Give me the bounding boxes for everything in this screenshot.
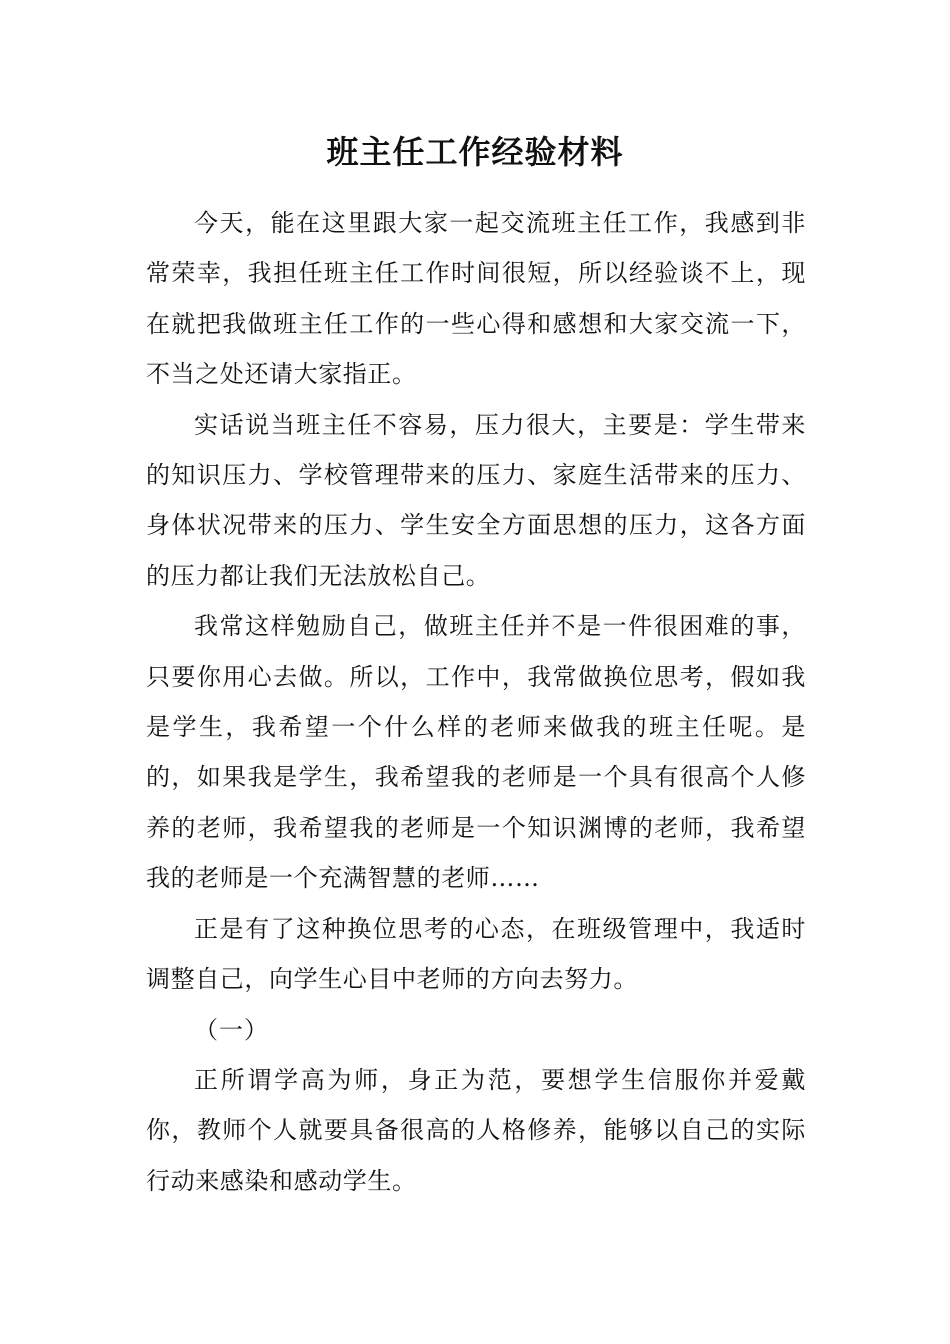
paragraph-1: 今天，能在这里跟大家一起交流班主任工作，我感到非常荣幸，我担任班主任工作时间很短，所以经验谈不上，现在就把我做班主任工作的一些心得和感想和大家交流一下，不当之处还请大家指正。: [146, 209, 806, 389]
paragraph-4: 正是有了这种换位思考的心态，在班级管理中，我适时调整自己，向学生心目中老师的方向去努力。: [146, 914, 806, 994]
section-paragraph: 正所谓学高为师，身正为范，要想学生信服你并爱戴你，教师个人就要具备很高的人格修养，能够以自己的实际行动来感染和感动学生。: [146, 1065, 806, 1195]
document-title: 班主任工作经验材料: [326, 133, 624, 171]
paragraph-3: 我常这样勉励自己，做班主任并不是一件很困难的事，只要你用心去做。所以，工作中，我常做换位思考，假如我是学生，我希望一个什么样的老师来做我的班主任呢。是的，如果我是学生，我希望我的老师是一个具有很高个人修养的老师，我希望我的老师是一个知识渊博的老师，我希望我的老师是一个充满智慧的老师……: [146, 612, 806, 893]
section-heading: （一）: [194, 1015, 269, 1044]
document-body: [146, 198, 806, 1206]
paragraph-2: 实话说当班主任不容易，压力很大，主要是：学生带来的知识压力、学校管理带来的压力、家庭生活带来的压力、身体状况带来的压力、学生安全方面思想的压力，这各方面的压力都让我们无法放松自己。: [146, 410, 806, 590]
